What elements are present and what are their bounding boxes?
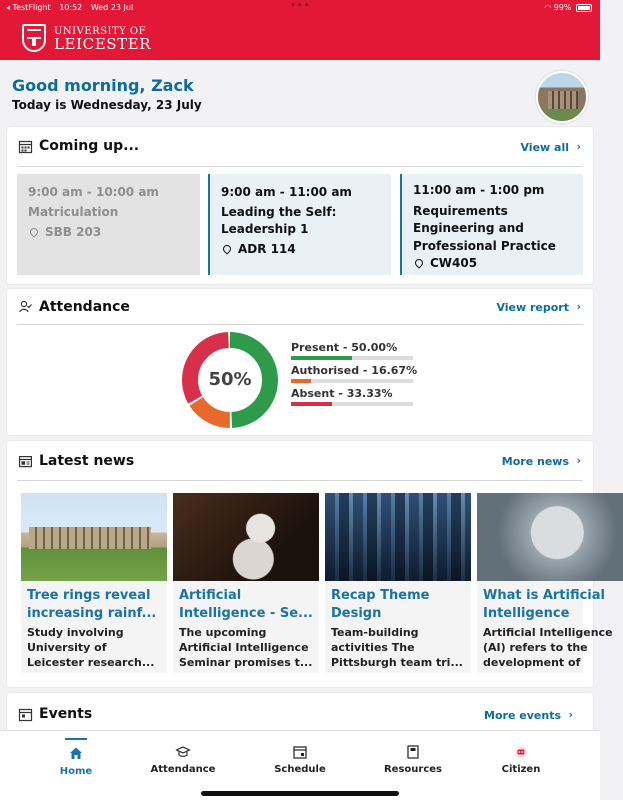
location-pin-icon xyxy=(28,226,39,237)
tab-resources[interactable] xyxy=(353,731,473,791)
location-pin-icon xyxy=(413,257,424,268)
wifi-icon: ◠ xyxy=(544,3,552,12)
news-item-title: Tree rings reveal increasing rainf... xyxy=(27,588,157,621)
event-location: SBB 203 xyxy=(45,225,102,239)
calendar-icon xyxy=(19,708,32,721)
news-item[interactable] xyxy=(477,493,613,673)
graduation-cap-icon xyxy=(176,745,190,759)
shield-icon xyxy=(22,24,46,52)
news-item[interactable] xyxy=(173,493,319,673)
events-title: Events xyxy=(39,706,93,722)
calendar-icon xyxy=(19,140,32,153)
tab-home[interactable] xyxy=(16,731,136,791)
news-item[interactable] xyxy=(21,493,167,673)
legend-item xyxy=(291,341,431,360)
tab-citizen[interactable] xyxy=(461,731,581,791)
chevron-right-icon[interactable]: › xyxy=(576,454,581,467)
coming-up-header xyxy=(17,127,583,167)
news-item-text: Study involving University of Leicester research... xyxy=(27,626,155,669)
active-tab-indicator xyxy=(65,738,87,740)
status-battery-text: 99% xyxy=(553,3,572,12)
attendance-percent: 50% xyxy=(208,369,252,390)
news-header xyxy=(17,441,583,481)
news-image xyxy=(21,493,167,581)
event-name: Leading the Self: Leadership 1 xyxy=(221,205,337,236)
more-news-link[interactable]: More news xyxy=(501,455,569,468)
legend-item xyxy=(291,364,431,383)
view-all-link[interactable]: View all xyxy=(520,141,569,154)
legend-label: Present - 50.00% xyxy=(291,341,398,354)
event-location: ADR 114 xyxy=(238,242,296,256)
attendance-header xyxy=(17,289,583,325)
news-title: Latest news xyxy=(39,453,135,469)
news-item-title: Artificial Intelligence - Se... xyxy=(179,588,313,621)
event-card[interactable] xyxy=(208,174,391,275)
event-time: 9:00 am - 11:00 am xyxy=(221,185,352,199)
news-image xyxy=(325,493,471,581)
events-card xyxy=(7,693,593,733)
today-date: Today is Wednesday, 23 July xyxy=(12,98,202,112)
logo-text xyxy=(54,26,152,53)
news-item[interactable] xyxy=(325,493,471,673)
tab-label: Resources xyxy=(383,764,443,775)
news-item-title: Recap Theme Design xyxy=(331,588,430,621)
attendance-card xyxy=(7,289,593,435)
coming-up-title: Coming up... xyxy=(39,138,140,154)
home-icon xyxy=(69,746,83,760)
legend-label: Authorised - 16.67% xyxy=(291,364,418,377)
tab-label: Schedule xyxy=(274,764,326,775)
tab-bar xyxy=(0,730,600,800)
logo-line2: LEICESTER xyxy=(54,35,152,53)
citizen-icon xyxy=(514,745,528,759)
location-pin-icon xyxy=(221,243,232,254)
news-item-text: The upcoming Artificial Intelligence Seminar promises t... xyxy=(179,626,313,669)
news-image xyxy=(173,493,319,581)
view-report-link[interactable]: View report xyxy=(496,301,569,314)
legend-bar xyxy=(291,356,413,360)
tab-attendance[interactable] xyxy=(123,731,243,791)
tab-schedule[interactable] xyxy=(240,731,360,791)
status-app[interactable]: ◂ TestFlight xyxy=(6,3,51,12)
news-item-text: Team-building activities The Pittsburgh team tri... xyxy=(331,626,463,669)
attendance-donut xyxy=(177,331,283,429)
event-time: 9:00 am - 10:00 am xyxy=(28,185,159,199)
home-indicator[interactable] xyxy=(201,791,399,796)
chevron-right-icon[interactable]: › xyxy=(568,708,573,721)
news-image xyxy=(477,493,623,581)
status-time: 10:52 xyxy=(59,3,83,12)
legend-item xyxy=(291,387,431,406)
newspaper-icon xyxy=(19,455,32,468)
attendance-title: Attendance xyxy=(39,299,130,315)
avatar[interactable] xyxy=(536,71,588,123)
event-name: Matriculation xyxy=(28,205,119,219)
logo-line1: UNIVERSITY OF xyxy=(54,26,147,37)
event-card[interactable] xyxy=(400,174,583,275)
event-location: CW405 xyxy=(430,256,478,270)
legend-bar xyxy=(291,379,413,383)
coming-up-card xyxy=(7,127,593,284)
tab-label: Citizen xyxy=(501,764,541,775)
chevron-right-icon[interactable]: › xyxy=(576,300,581,313)
multitask-dots[interactable]: ••• xyxy=(290,0,311,11)
news-item-text: Artificial Intelligence (AI) refers to the development of xyxy=(483,626,613,669)
legend-label: Absent - 33.33% xyxy=(291,387,393,400)
book-icon xyxy=(406,745,420,759)
status-bar xyxy=(0,0,600,16)
more-events-link[interactable]: More events xyxy=(484,709,561,722)
news-card xyxy=(7,441,613,687)
greeting-title: Good morning, Zack xyxy=(12,76,194,95)
app-header xyxy=(0,0,600,60)
status-date: Wed 23 Jul xyxy=(90,3,134,12)
user-check-icon xyxy=(19,300,32,313)
attendance-legend xyxy=(291,341,431,410)
event-name: Requirements Engineering and Professional Practice xyxy=(413,203,556,253)
news-item-title: What is Artificial Intelligence xyxy=(483,588,605,621)
tab-label: Home xyxy=(59,766,93,777)
legend-bar-fill xyxy=(291,356,352,360)
legend-bar xyxy=(291,402,413,406)
event-time: 11:00 am - 1:00 pm xyxy=(413,183,545,197)
events-header xyxy=(17,693,583,733)
chevron-right-icon[interactable]: › xyxy=(576,140,581,153)
calendar-icon xyxy=(293,745,307,759)
event-card[interactable] xyxy=(17,174,200,275)
battery-icon xyxy=(576,4,592,12)
legend-bar-fill xyxy=(291,402,332,406)
legend-bar-fill xyxy=(291,379,311,383)
tab-label: Attendance xyxy=(150,764,216,775)
